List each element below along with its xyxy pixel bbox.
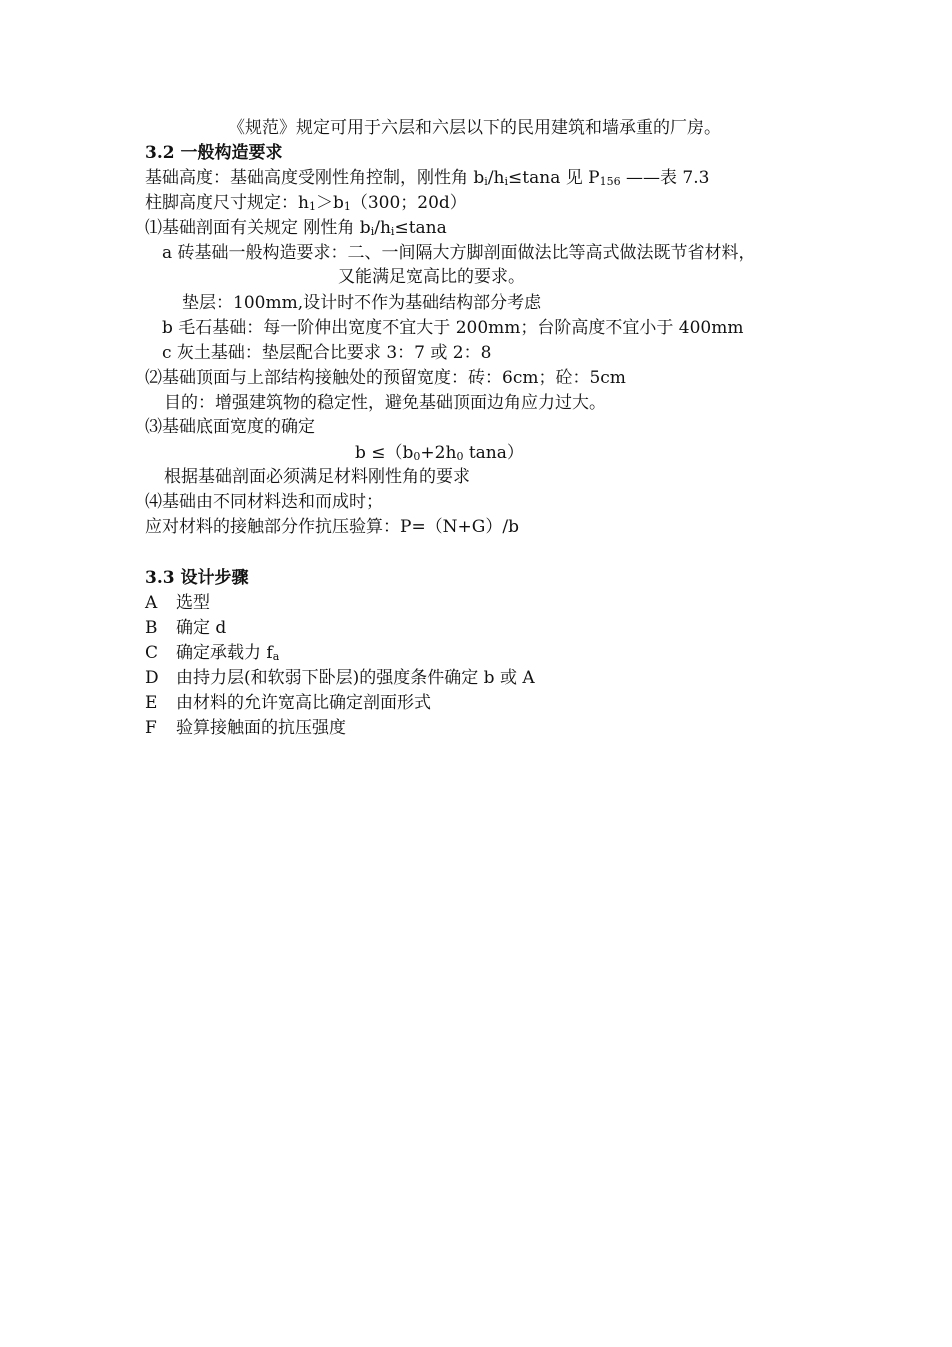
item-1-section-rules (145, 217, 447, 239)
heading-text: 3.2 一般构造要求 (145, 143, 283, 163)
subscript: i (484, 175, 488, 188)
step-e (145, 692, 431, 714)
subscript: i (390, 225, 395, 238)
section-heading-3-2 (145, 142, 283, 164)
text: 基础高度：基础高度受刚性角控制，刚性角 b (145, 168, 485, 188)
subscript: 0 (413, 450, 421, 463)
step-label: D (145, 668, 159, 688)
heading-text: 3.3 设计步骤 (145, 568, 249, 588)
text: ⑴基础剖面有关规定 刚性角 b (145, 218, 371, 238)
step-text: 由持力层(和软弱下卧层)的强度条件确定 b 或 A (176, 668, 535, 688)
subscript: 156 (599, 175, 621, 188)
subscript: i (504, 175, 509, 188)
item-2-reserved-width (145, 367, 626, 389)
step-text: 验算接触面的抗压强度 (176, 718, 346, 738)
step-label: C (145, 643, 159, 663)
sub-item-c-lime-soil (162, 342, 491, 364)
text: b 毛石基础：每一阶伸出宽度不宜大于 200mm；台阶高度不宜小于 400mm (162, 318, 744, 338)
purpose-note (164, 392, 606, 414)
step-text: 确定 d (176, 618, 227, 638)
text: tana） (463, 443, 524, 463)
step-label: B (145, 618, 158, 638)
paragraph-column-foot (145, 192, 467, 214)
step-text: 由材料的允许宽高比确定剖面形式 (176, 693, 431, 713)
item-4-layered (145, 491, 383, 513)
text: 垫层：100mm,设计时不作为基础结构部分考虑 (182, 293, 542, 313)
text: 根据基础剖面必须满足材料刚性角的要求 (164, 467, 470, 487)
text: c 灰土基础：垫层配合比要求 3：7 或 2：8 (162, 343, 492, 363)
text: ≤tana (394, 218, 447, 238)
text: 应对材料的接触部分作抗压验算：P=（N+G）/b (145, 517, 519, 537)
sub-item-a-continuation (338, 266, 525, 288)
paragraph-foundation-height (145, 167, 709, 189)
step-text: 确定承载力 f (176, 643, 273, 663)
rigid-angle-note (164, 466, 470, 488)
text: （300；20d） (350, 193, 467, 213)
step-label: F (145, 718, 157, 738)
text: ⑵基础顶面与上部结构接触处的预留宽度：砖：6cm；砼：5cm (145, 368, 626, 388)
text: 又能满足宽高比的要求。 (338, 267, 525, 287)
formula-width (355, 442, 524, 464)
sub-item-a-brick (162, 242, 756, 264)
step-c (145, 642, 279, 664)
text: a 砖基础一般构造要求：二、一间隔大方脚剖面做法比等高式做法既节省材料， (162, 243, 756, 263)
step-text: 选型 (176, 593, 210, 613)
compression-check (145, 516, 519, 538)
text: 柱脚高度尺寸规定：h (145, 193, 309, 213)
text: +2h (420, 443, 457, 463)
text: /h (487, 168, 505, 188)
text: ≤tana 见 P (508, 168, 600, 188)
subscript: 0 (456, 450, 464, 463)
step-f (145, 717, 346, 739)
step-d (145, 667, 535, 689)
text: ——表 7.3 (620, 168, 710, 188)
item-3-bottom-width (145, 416, 315, 438)
text: ⑶基础底面宽度的确定 (145, 417, 315, 437)
step-label: A (145, 593, 158, 613)
cushion-note (182, 292, 541, 314)
text: ⑷基础由不同材料迭和而成时； (145, 492, 383, 512)
paragraph-scope (228, 117, 721, 139)
subscript: 1 (343, 200, 351, 213)
subscript: a (272, 650, 280, 663)
step-label: E (145, 693, 158, 713)
text: b ≤（b (355, 443, 414, 463)
text: ＞b (315, 193, 344, 213)
text: /h (374, 218, 391, 238)
step-a (145, 592, 210, 614)
subscript: i (370, 225, 375, 238)
text: 目的：增强建筑物的稳定性，避免基础顶面边角应力过大。 (164, 393, 606, 413)
section-heading-3-3 (145, 567, 249, 589)
sub-item-b-rubble (162, 317, 743, 339)
subscript: 1 (308, 200, 316, 213)
text: 《规范》规定可用于六层和六层以下的民用建筑和墙承重的厂房。 (228, 118, 721, 138)
step-b (145, 617, 226, 639)
